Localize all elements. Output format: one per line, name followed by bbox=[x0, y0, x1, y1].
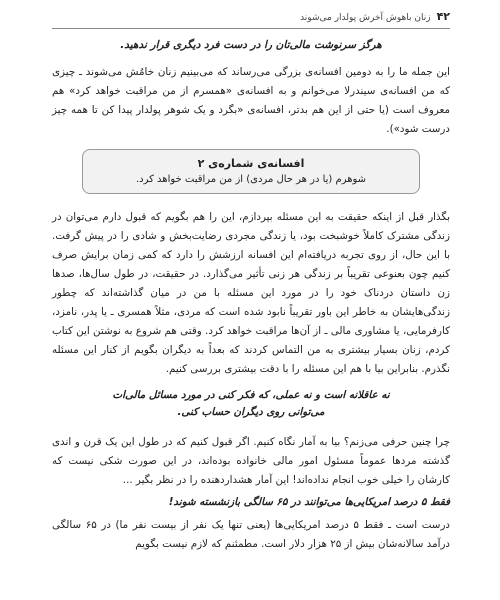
section-heading-line-1: نه عاقلانه است و نه عملی، که فکر کنی در مورد مسائل مالی‌ات bbox=[112, 389, 390, 401]
intro-quote: هرگز سرنوشت مالی‌تان را در دست فرد دیگری قرار ندهید. bbox=[120, 39, 382, 51]
myth-title: افسانه‌ی شماره‌ی ۲ bbox=[197, 157, 305, 170]
paragraph-2: بگذار قبل از اینکه حقیقت به این مسئله بپردازم، این را هم بگویم که قبول دارم می‌توان در زندگی مشترک کاملاً خوشبخت بود، یا زندگی مجردی رضایت‌بخش و شادی را در پیش گرفت. با این حال، از روی تجربه دریافته‌ام این افسانه ارزشش را دارد که کمی زمان برایش صرف کنیم چون بعنوعی تقریباً بر زندگی هر زنی تأثیر می‌گذارد. در حقیقت، در طول سال‌ها، صدها زن داستان دردناک خود را در مورد این مسئله با من در میان گذاشته‌اند که چطور زندگی‌هایشان به خاطر این باور تقریباً نابود شده است که مردی، مثلاً همسری ـ یا پدر، نامزد، کارفرمایی، یا مشاوری مالی ـ از آن‌ها مراقبت خواهد کرد. وقتی هم شروع به نوشتن این کتاب کردم، زنان بسیار بیشتری به من التماس کردند که بعداً به دیگران بگویم از کنار این مسئله نگذرم. بنابراین بیا با هم این مسئله را با دقت بیشتری بررسی کنیم. bbox=[52, 211, 450, 375]
myth-text: شوهرم (یا در هر حال مردی) از من مراقبت خواهد کرد. bbox=[135, 174, 367, 185]
page-number: ۴۲ bbox=[436, 10, 450, 23]
paragraph-4: درست است ـ فقط ۵ درصد امریکایی‌ها (یعنی تنها یک نفر از بیست نفر ما) در ۶۵ سالگی درآمد سالانه‌شان بیش از ۲۵ هزار دلار است. مطمئنم که لازم نیست بگویم bbox=[52, 519, 450, 550]
running-header bbox=[52, 10, 450, 29]
paragraph-3: چرا چنین حرفی می‌زنم؟ بیا به آمار نگاه کنیم. اگر قبول کنیم که در طول این یک قرن و اندی گذشته مردها عموماً مسئول امور مالی خانواده بوده‌اند، در این صورت شکی نیست که کارشان را خیلی خوب انجام نداده‌اند! این آمار هشداردهنده را در نظر بگیر ... bbox=[52, 436, 450, 486]
book-title: زنان باهوش آخرش پولدار می‌شوند bbox=[300, 13, 431, 23]
myth-box bbox=[82, 149, 420, 194]
subheading: فقط ۵ درصد امریکایی‌ها می‌توانند در ۶۵ سالگی بازنشسته شوند! bbox=[168, 496, 450, 508]
paragraph-1: این جمله ما را به دومین افسانه‌ی بزرگی می‌رساند که می‌بینیم زنان خامُش می‌شوند ـ چیزی که من افسانه‌ی سیندرلا می‌خوانم و به افسانه‌ی «همسرم از من مراقبت خواهد کرد» هم معروف است (یا حتی از این هم بدتر، افسانه‌ی «بگرد و یک شوهر پولدار پیدا کن تا همه چیز درست شود»). bbox=[52, 66, 450, 135]
section-heading-line-2: می‌توانی روی دیگران حساب کنی. bbox=[177, 406, 325, 418]
section-heading bbox=[52, 387, 450, 421]
